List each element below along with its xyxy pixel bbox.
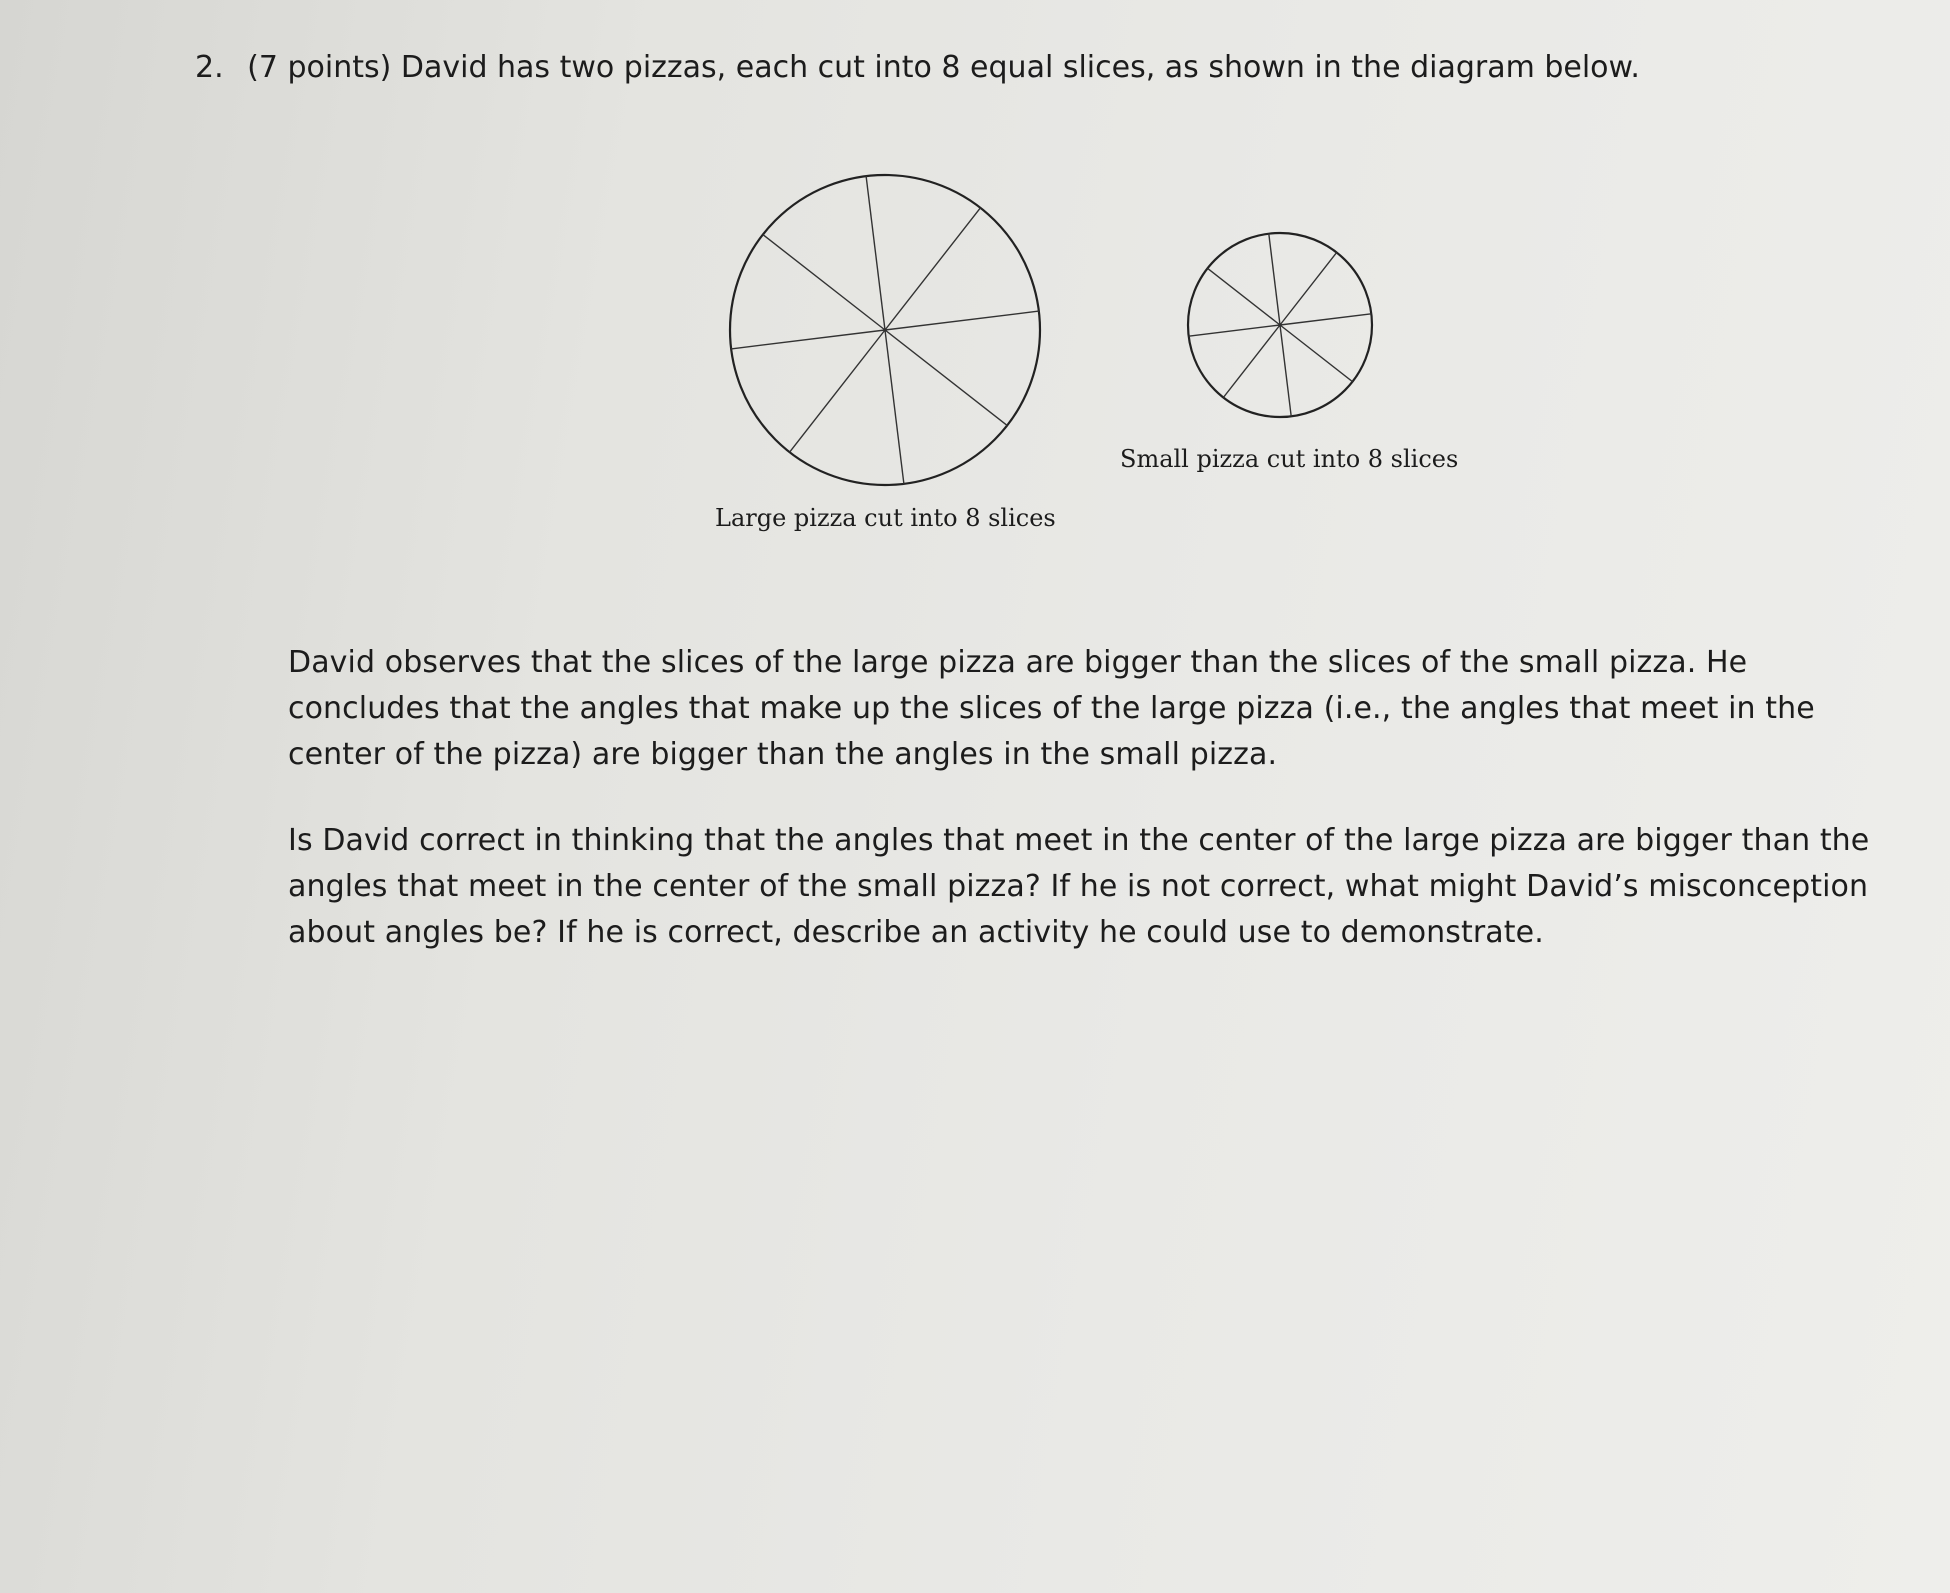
observation-paragraph bbox=[288, 640, 1888, 778]
observation-line: concludes that the angles that make up the slices of the large pizza (i.e., the angles that meet in the bbox=[288, 691, 1815, 726]
small-pizza-cuts bbox=[1189, 234, 1372, 417]
slice-cut-line bbox=[1280, 325, 1291, 416]
slice-cut-line bbox=[1280, 253, 1337, 325]
slice-cut-line bbox=[866, 176, 885, 330]
large-pizza-cuts bbox=[731, 176, 1039, 484]
slice-cut-line bbox=[1280, 325, 1352, 382]
large-pizza-diagram bbox=[720, 165, 1050, 495]
small-pizza-caption: Small pizza cut into 8 slices bbox=[1120, 445, 1459, 473]
large-pizza-caption: Large pizza cut into 8 slices bbox=[715, 504, 1056, 532]
question-number: 2. bbox=[195, 50, 224, 85]
slice-cut-line bbox=[885, 330, 1007, 425]
slice-cut-line bbox=[885, 208, 980, 330]
slice-cut-line bbox=[1223, 325, 1280, 397]
question-text: (7 points) David has two pizzas, each cut into 8 equal slices, as shown in the diagram below. bbox=[247, 50, 1640, 85]
slice-cut-line bbox=[731, 330, 885, 349]
slice-cut-line bbox=[885, 311, 1039, 330]
observation-line: center of the pizza) are bigger than the angles in the small pizza. bbox=[288, 737, 1278, 772]
slice-cut-line bbox=[763, 235, 885, 330]
prompt-line: angles that meet in the center of the small pizza? If he is not correct, what might David’s misconception bbox=[288, 869, 1869, 904]
question-prompt-paragraph bbox=[288, 818, 1888, 956]
slice-cut-line bbox=[1269, 234, 1280, 325]
observation-line: David observes that the slices of the large pizza are bigger than the slices of the small pizza. He bbox=[288, 645, 1748, 680]
question-header bbox=[195, 48, 1640, 88]
slice-cut-line bbox=[1189, 325, 1280, 336]
slice-cut-line bbox=[1280, 314, 1371, 325]
slice-cut-line bbox=[1208, 268, 1280, 325]
slice-cut-line bbox=[885, 330, 904, 484]
small-pizza-diagram bbox=[1185, 230, 1375, 420]
slice-cut-line bbox=[790, 330, 885, 452]
prompt-line: about angles be? If he is correct, describe an activity he could use to demonstrate. bbox=[288, 915, 1544, 950]
prompt-line: Is David correct in thinking that the angles that meet in the center of the large pizza are bigger than the bbox=[288, 823, 1870, 858]
